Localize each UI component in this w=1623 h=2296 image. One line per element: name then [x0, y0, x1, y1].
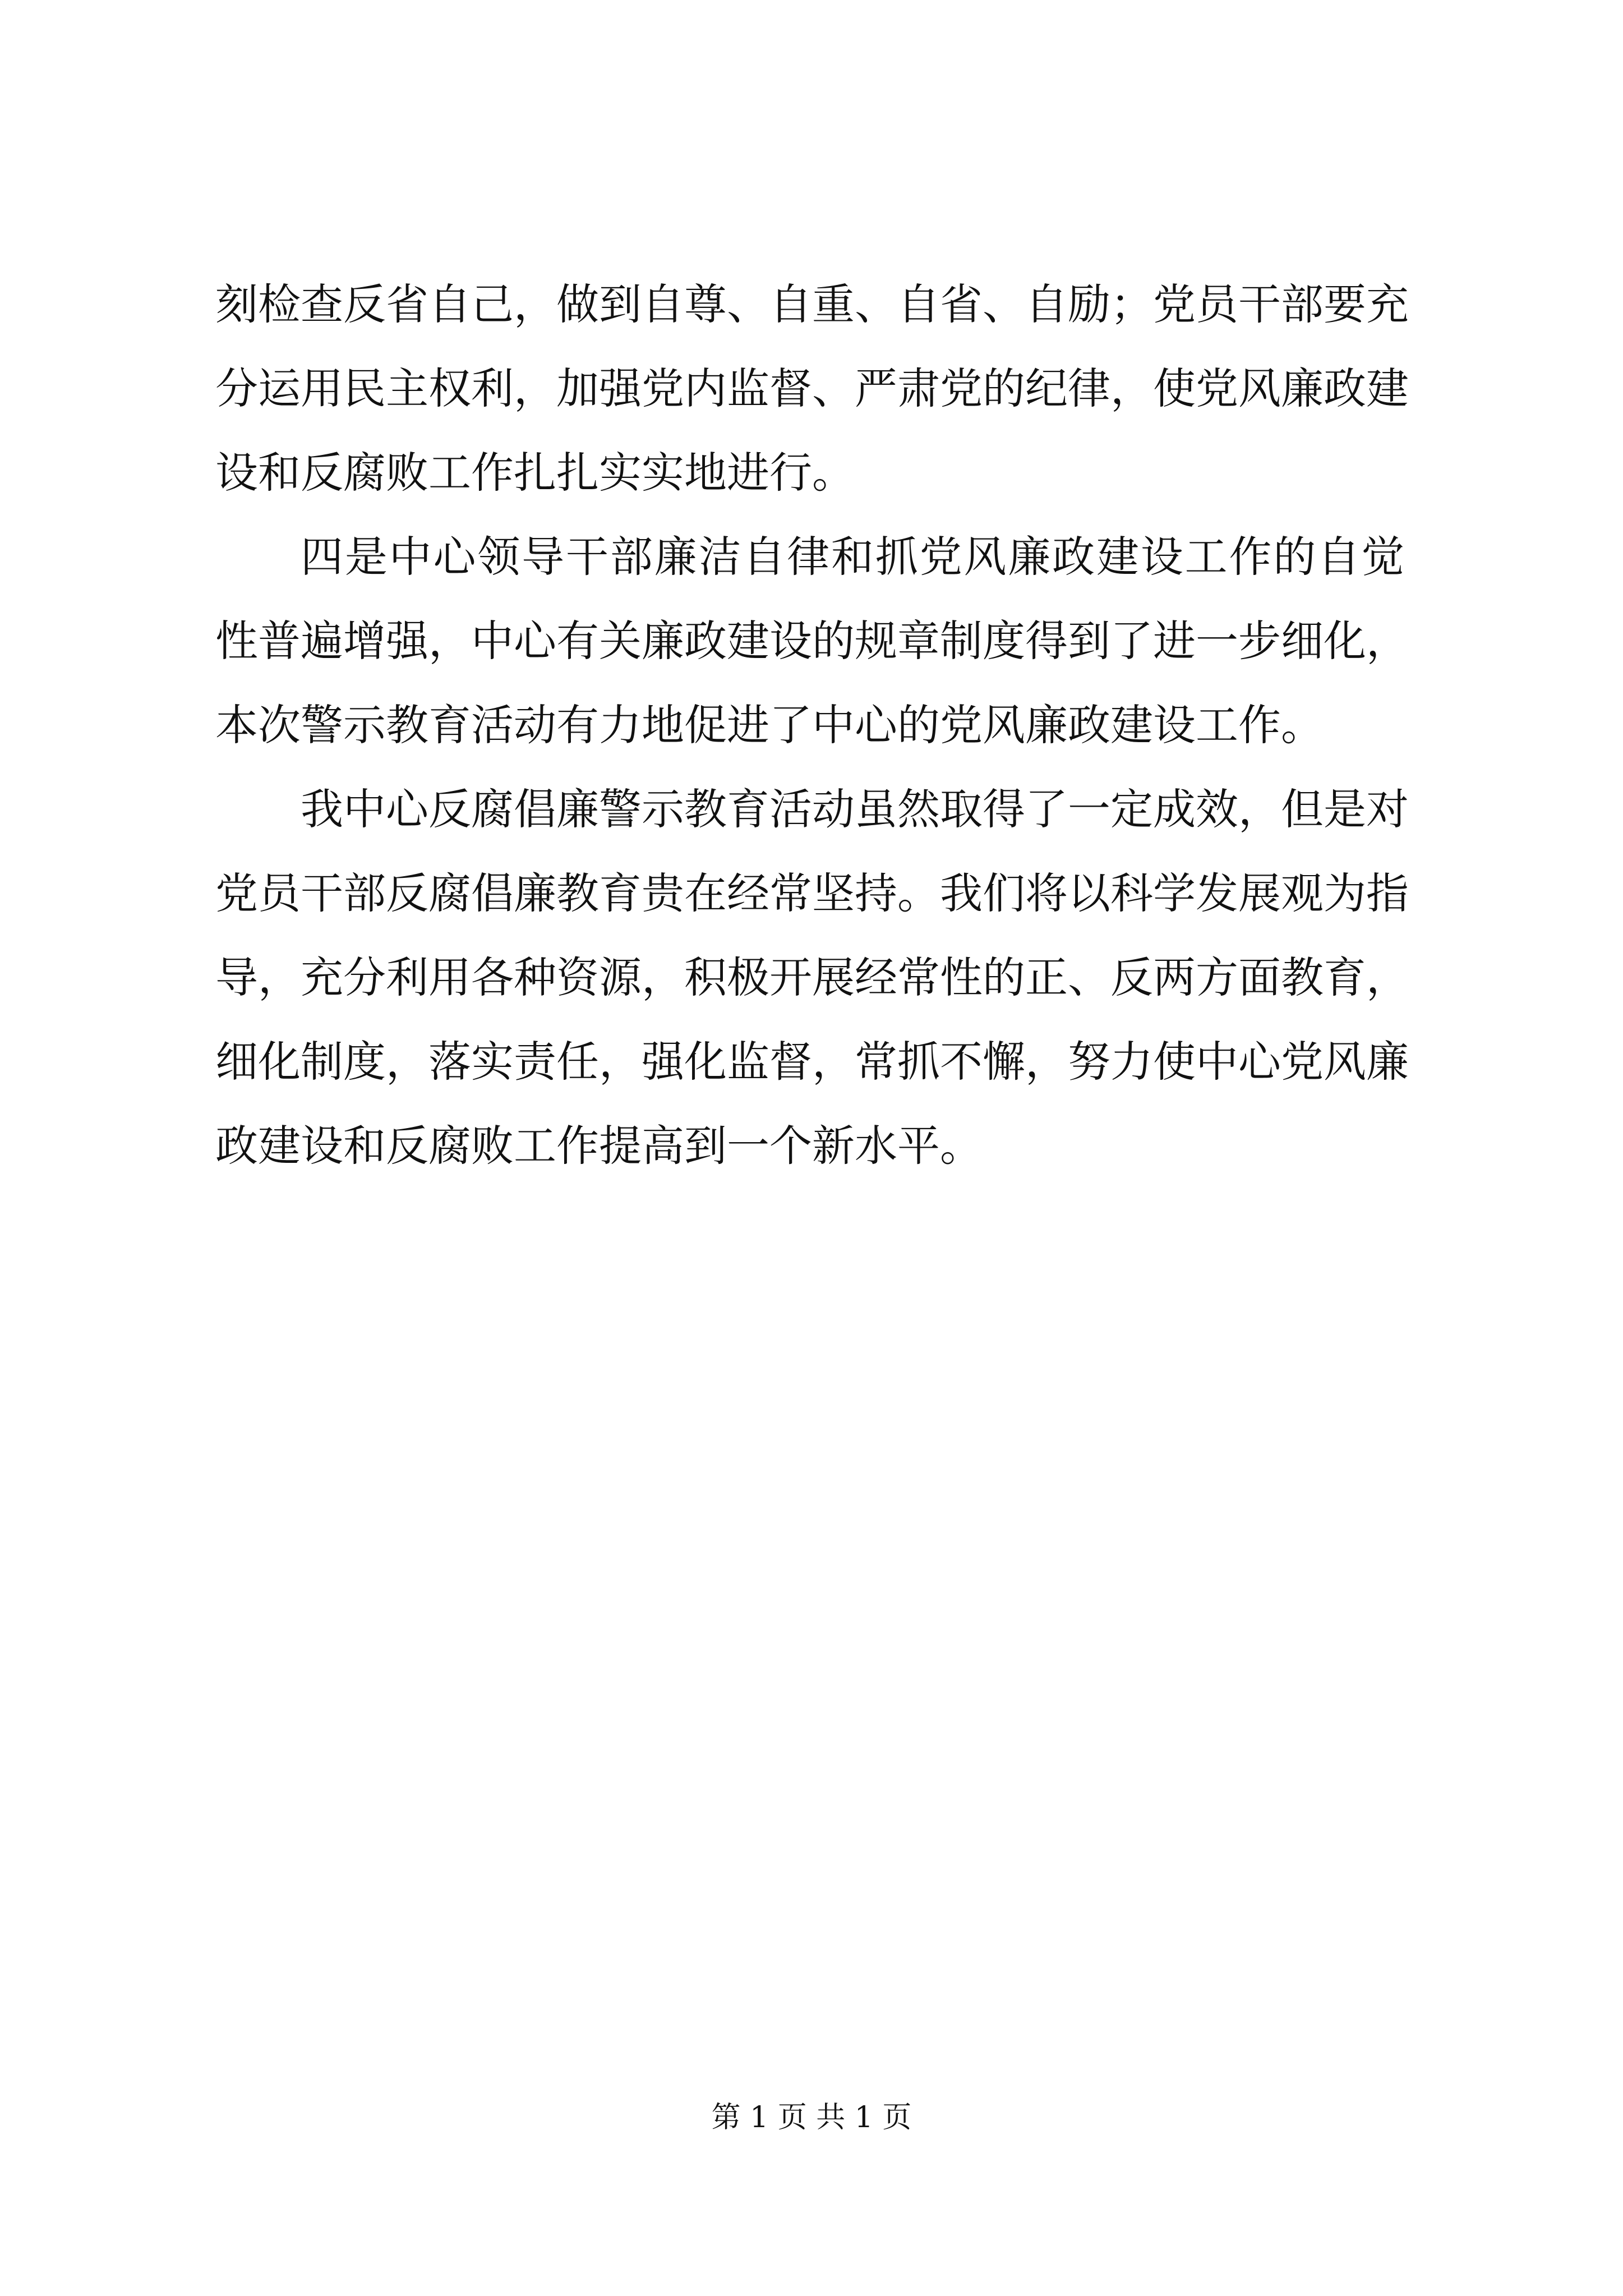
page-footer: 第 1 页 共 1 页: [711, 2101, 912, 2134]
paragraph-3-line-1: 我中心反腐倡廉警示教育活动虽然取得了一定成效，但是对: [301, 784, 1409, 834]
document-body: [215, 263, 1409, 1188]
paragraph-2-line-2: 性普遍增强，中心有关廉政建设的规章制度得到了进一步细化，: [215, 616, 1409, 666]
paragraph-1-line-2: 分运用民主权利，加强党内监督、严肃党的纪律，使党风廉政建: [215, 364, 1409, 413]
paragraph-3-line-3: 导，充分利用各种资源，积极开展经常性的正、反两方面教育，: [215, 953, 1409, 1002]
paragraph-1-line-3: 设和反腐败工作扎扎实实地进行。: [215, 448, 855, 498]
paragraph-3-line-5: 政建设和反腐败工作提高到一个新水平。: [215, 1121, 983, 1171]
paragraph-2-line-3: 本次警示教育活动有力地促进了中心的党风廉政建设工作。: [215, 700, 1324, 750]
paragraph-3-line-4: 细化制度，落实责任，强化监督，常抓不懈，努力使中心党风廉: [215, 1037, 1409, 1087]
paragraph-2-line-1: 四是中心领导干部廉洁自律和抓党风廉政建设工作的自觉: [301, 532, 1404, 582]
paragraph-1-line-1: 刻检查反省自己，做到自尊、自重、自省、自励；党员干部要充: [215, 279, 1409, 329]
paragraph-3-line-2: 党员干部反腐倡廉教育贵在经常坚持。我们将以科学发展观为指: [215, 868, 1409, 918]
